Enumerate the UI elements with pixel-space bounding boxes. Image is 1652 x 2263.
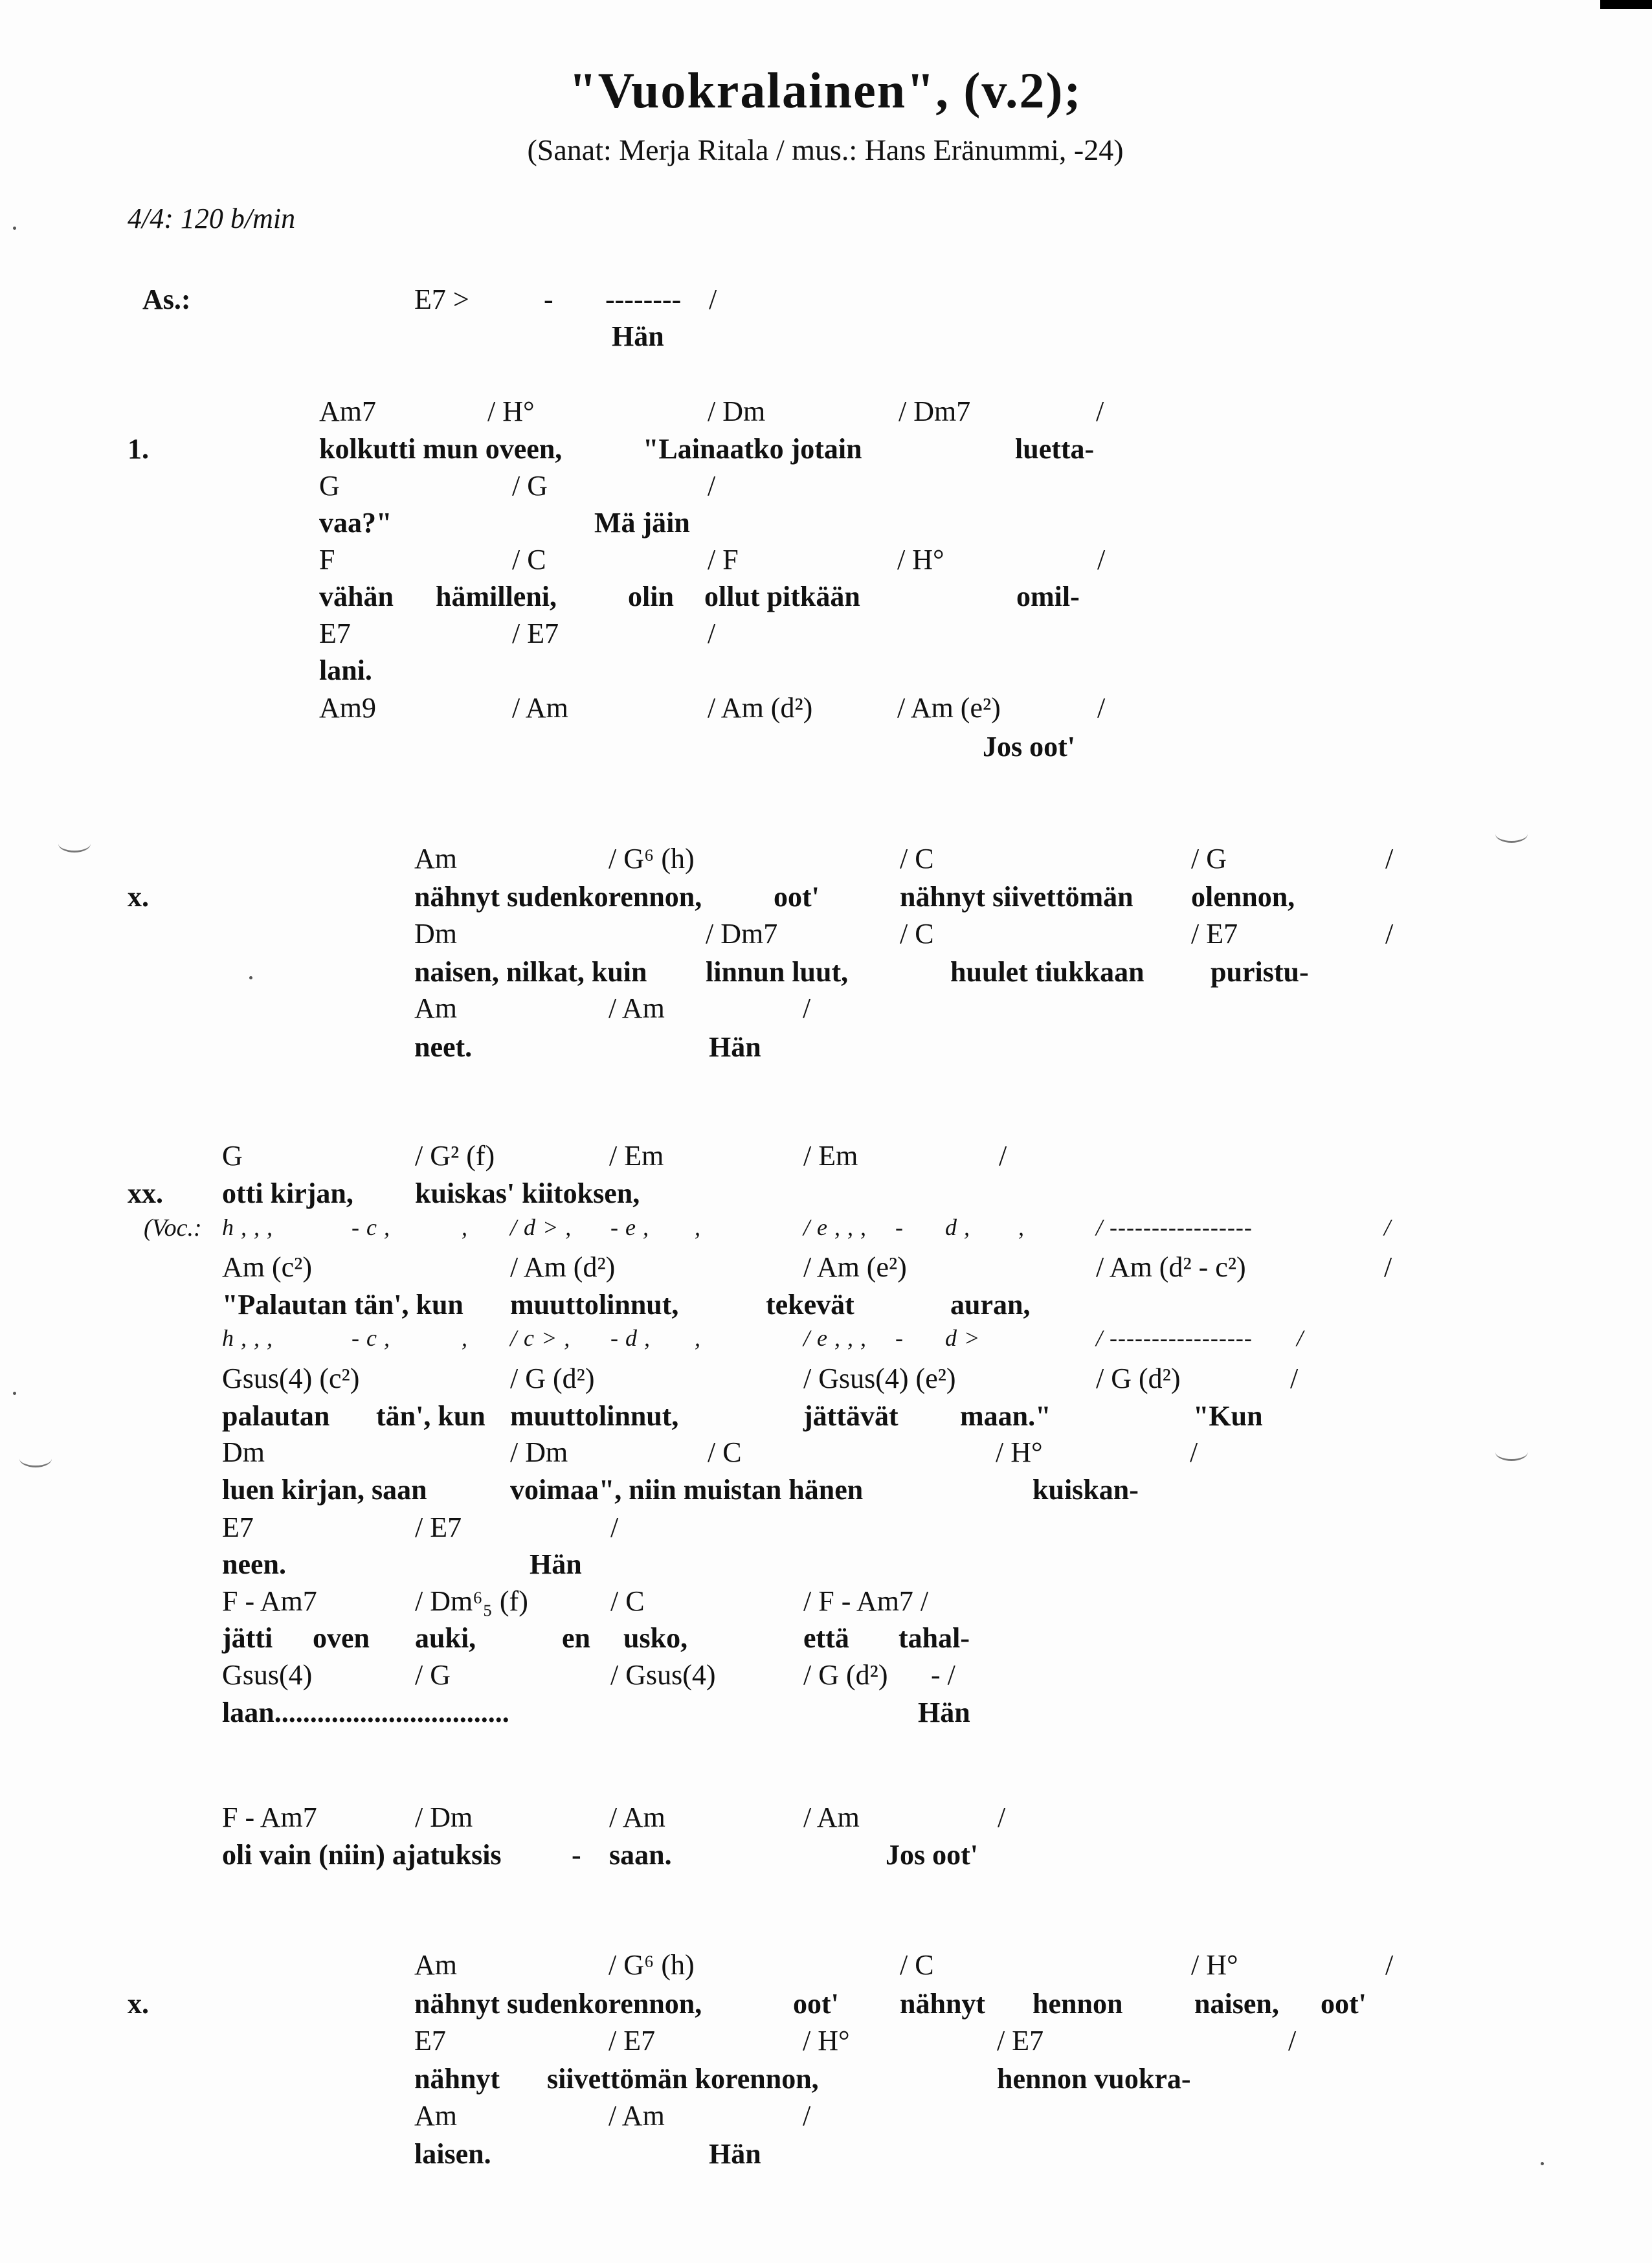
- chord: /: [1384, 1251, 1392, 1283]
- chord: Gsus(4): [222, 1659, 313, 1691]
- chord: / E7: [608, 2025, 656, 2057]
- lyric-text: otti kirjan,: [222, 1177, 353, 1209]
- song-title: "Vuokralainen", (v.2);: [568, 62, 1082, 118]
- lyric-text: jätti: [222, 1622, 273, 1654]
- chord: / Am: [609, 1801, 665, 1833]
- lyric-text: nähnyt sudenkorennon,: [414, 1988, 702, 2020]
- lyric-text: kuiskan-: [1032, 1474, 1139, 1506]
- lyric-text: vaa?": [319, 507, 392, 539]
- lyric-text: kolkutti mun oveen,: [319, 433, 563, 465]
- chord: /: [803, 2100, 811, 2132]
- lyric-text: tahal-: [899, 1622, 970, 1654]
- melody-note: - c ,: [352, 1325, 390, 1351]
- lyric-text: neen.: [222, 1548, 286, 1580]
- lyric-text: naisen,: [1194, 1988, 1279, 2020]
- chord: / C: [900, 843, 934, 875]
- scan-mark: [1495, 825, 1528, 843]
- chord: / C: [512, 544, 546, 575]
- chord: /: [708, 618, 716, 649]
- lyric-text: hennon: [1032, 1988, 1123, 2020]
- lyric-text: Hän: [709, 1031, 761, 1063]
- chord: / C: [900, 1949, 934, 1981]
- lyric-text: oot': [774, 881, 820, 913]
- lyric-text: oot': [793, 1988, 839, 2020]
- melody-note: ,: [695, 1214, 701, 1240]
- chord: /: [1385, 843, 1394, 875]
- chord: / Am: [608, 992, 665, 1024]
- chord: F: [319, 544, 335, 575]
- chord: / Dm: [708, 396, 766, 427]
- lyric-text: Mä jäin: [594, 507, 690, 539]
- lyric-text: Hän: [530, 1548, 582, 1580]
- chord: /: [708, 470, 716, 502]
- lyric-text: neet.: [414, 1031, 473, 1063]
- chord: / C: [610, 1585, 645, 1617]
- chord: Am7: [319, 396, 376, 427]
- section-label-chorus-2: x.: [128, 1988, 149, 2020]
- chord: / C: [900, 918, 934, 950]
- chord: / H°: [996, 1436, 1043, 1468]
- lyric-text: hennon vuokra-: [997, 2063, 1191, 2095]
- chord: / H°: [897, 544, 944, 575]
- lyric-text: "Lainaatko jotain: [643, 433, 862, 465]
- chord: Am: [414, 1949, 457, 1981]
- chord: Am: [414, 2100, 457, 2132]
- melody-note: d >: [945, 1325, 981, 1351]
- chord: / E7: [415, 1511, 462, 1543]
- melody-note: / e , , ,: [803, 1325, 867, 1351]
- chord: E7: [319, 618, 351, 649]
- melody-note: - d ,: [610, 1325, 651, 1351]
- chord: / Gsus(4): [610, 1659, 716, 1691]
- chord: / Am (d²): [510, 1251, 616, 1283]
- melody-note: -: [895, 1325, 904, 1351]
- lyric-text: laan.................................: [222, 1697, 509, 1728]
- scan-edge-mark: [1600, 0, 1652, 9]
- chord: E7: [414, 2025, 446, 2057]
- chord: / G (d²): [510, 1363, 595, 1394]
- lyric-text: oven: [313, 1622, 370, 1654]
- lyric-text: omil-: [1016, 581, 1080, 612]
- melody-note: / -----------------: [1096, 1325, 1253, 1351]
- lyric-text: -: [572, 1839, 581, 1871]
- chord: / Am (d² - c²): [1096, 1251, 1246, 1283]
- chord: /: [803, 992, 811, 1024]
- melody-note: / c > ,: [510, 1325, 571, 1351]
- lyric-text: nähnyt: [900, 1988, 986, 2020]
- melody-note: - c ,: [352, 1214, 390, 1240]
- chord: / Dm: [415, 1801, 473, 1833]
- melody-note: ,: [1018, 1214, 1025, 1240]
- lyric-text: siivettömän korennon,: [547, 2063, 819, 2095]
- chord: / G (d²): [803, 1659, 888, 1691]
- chord: / G⁶ (h): [608, 843, 695, 875]
- chord: /: [1288, 2025, 1297, 2057]
- chord: Dm: [414, 918, 457, 950]
- section-label-verse-1: 1.: [128, 433, 149, 465]
- lyric-text: olennon,: [1191, 881, 1295, 913]
- tempo-marking: 4/4: 120 b/min: [128, 203, 296, 234]
- scan-speck: [13, 227, 16, 230]
- chord: -: [544, 284, 553, 315]
- melody-note: h , , ,: [222, 1214, 273, 1240]
- chord: / E7: [997, 2025, 1044, 2057]
- melody-note: / d > ,: [510, 1214, 572, 1240]
- chord: / G: [512, 470, 548, 502]
- chord: / Dm: [510, 1436, 568, 1468]
- lyric-text: naisen, nilkat, kuin: [414, 956, 647, 988]
- chord: / F - Am7 /: [803, 1585, 929, 1617]
- lyric-text: tän', kun: [376, 1400, 486, 1432]
- lyric-text: muuttolinnut,: [510, 1289, 679, 1321]
- chord: E7 >: [414, 284, 469, 315]
- chord: / E7: [1191, 918, 1238, 950]
- scan-speck: [13, 1392, 16, 1395]
- melody-note: d ,: [945, 1214, 970, 1240]
- lyric-text: usko,: [623, 1622, 688, 1654]
- lyric-text: saan.: [609, 1839, 672, 1871]
- scan-mark: [19, 1450, 52, 1467]
- lyric-text: en: [562, 1622, 590, 1654]
- chord: Am9: [319, 692, 376, 724]
- melody-note: ,: [695, 1325, 701, 1351]
- lyric-text: tekevät: [766, 1289, 854, 1321]
- chord: /: [1096, 396, 1104, 427]
- chord: /: [1385, 918, 1394, 950]
- lyric-text: oli vain (niin) ajatuksis: [222, 1839, 502, 1871]
- chord: F - Am7: [222, 1585, 317, 1617]
- chord: /: [1097, 692, 1106, 724]
- lyric-text: auki,: [415, 1622, 476, 1654]
- lyric-text: auran,: [950, 1289, 1031, 1321]
- melody-note: /: [1384, 1214, 1392, 1240]
- lyric-text: kuiskas' kiitoksen,: [415, 1177, 640, 1209]
- scan-speck: [1541, 2162, 1544, 2165]
- lyric-text: vähän: [319, 581, 394, 612]
- chord: Gsus(4) (c²): [222, 1363, 360, 1394]
- lyric-text: linnun luut,: [706, 956, 849, 988]
- chord: / Dm⁶₅ (f): [415, 1585, 528, 1617]
- melody-note: ,: [462, 1214, 468, 1240]
- chord: Am: [414, 992, 457, 1024]
- lyric-text: Hän: [709, 2138, 761, 2170]
- lyric-text: oot': [1321, 1988, 1367, 2020]
- chord: / H°: [1191, 1949, 1238, 1981]
- chord: / Em: [803, 1140, 858, 1172]
- chord: / Am (d²): [708, 692, 813, 724]
- lyric-text: puristu-: [1211, 956, 1309, 988]
- chord: /: [1097, 544, 1106, 575]
- scan-mark: [1495, 1444, 1528, 1461]
- chord: / Dm7: [899, 396, 971, 427]
- lyric-text: että: [803, 1622, 849, 1654]
- chord: / G: [1191, 843, 1227, 875]
- chord: / E7: [512, 618, 559, 649]
- chord: Dm: [222, 1436, 265, 1468]
- section-label-chorus: x.: [128, 881, 149, 913]
- lyric-text: lani.: [319, 654, 372, 686]
- lyric-text: huulet tiukkaan: [950, 956, 1144, 988]
- melody-note: / e , , ,: [803, 1214, 867, 1240]
- chord: / G⁶ (h): [608, 1949, 695, 1981]
- lyric-text: "Kun: [1193, 1400, 1263, 1432]
- lyric-text: jättävät: [803, 1400, 899, 1432]
- lyric-text: laisen.: [414, 2138, 491, 2170]
- lyric-text: luetta-: [1015, 433, 1095, 465]
- lyric-text: nähnyt siivettömän: [900, 881, 1133, 913]
- melody-note: - e ,: [610, 1214, 649, 1240]
- melody-note: -: [895, 1214, 904, 1240]
- chord: / Am: [608, 2100, 665, 2132]
- lyric-text: "Palautan tän', kun: [222, 1289, 463, 1321]
- chord: / G² (f): [415, 1140, 495, 1172]
- chord: / Gsus(4) (e²): [803, 1363, 956, 1394]
- chord: / Am: [512, 692, 568, 724]
- chord: / H°: [487, 396, 535, 427]
- chord: /: [1290, 1363, 1299, 1394]
- vocal-line-label: (Voc.:: [144, 1214, 202, 1242]
- section-label-bridge: xx.: [128, 1177, 163, 1209]
- chord: / Am (e²): [803, 1251, 907, 1283]
- chord: /: [1385, 1949, 1394, 1981]
- lyric-text: hämilleni,: [436, 581, 557, 612]
- chord: F - Am7: [222, 1801, 317, 1833]
- section-label-intro: As.:: [142, 284, 191, 315]
- chord: / G: [415, 1659, 451, 1691]
- chord: G: [222, 1140, 243, 1172]
- chord: E7: [222, 1511, 254, 1543]
- lyric-text: nähnyt: [414, 2063, 500, 2095]
- chord: / F: [708, 544, 739, 575]
- chord: / C: [708, 1436, 742, 1468]
- lyric-text: Jos oot': [983, 731, 1075, 763]
- chord: - /: [931, 1659, 955, 1691]
- chord: --------: [605, 284, 682, 315]
- chord: G: [319, 470, 340, 502]
- melody-note: h , , ,: [222, 1325, 273, 1351]
- lyric-text: ollut pitkään: [704, 581, 860, 612]
- chord: / Am: [803, 1801, 860, 1833]
- lyric-text: luen kirjan, saan: [222, 1474, 427, 1506]
- chord: /: [999, 1140, 1007, 1172]
- lyric-text: muuttolinnut,: [510, 1400, 679, 1432]
- scan-speck: [249, 976, 252, 979]
- song-credits: (Sanat: Merja Ritala / mus.: Hans Eränummi, -24): [527, 133, 1124, 166]
- melody-note: / -----------------: [1096, 1214, 1253, 1240]
- lyric-text: Jos oot': [886, 1839, 978, 1871]
- lyric-text: palautan: [222, 1400, 330, 1432]
- lyric-text: Hän: [918, 1697, 970, 1728]
- lyric-text: olin: [628, 581, 674, 612]
- chord: / H°: [803, 2025, 850, 2057]
- chord: /: [998, 1801, 1006, 1833]
- chord: / Em: [609, 1140, 664, 1172]
- chord: Am (c²): [222, 1251, 313, 1283]
- lyric-text: maan.": [960, 1400, 1051, 1432]
- chord: /: [1190, 1436, 1198, 1468]
- lyric-text: Hän: [612, 320, 664, 352]
- chord: / Am (e²): [897, 692, 1001, 724]
- chord: / Dm7: [706, 918, 778, 950]
- chord: Am: [414, 843, 457, 875]
- lyric-text: nähnyt sudenkorennon,: [414, 881, 702, 913]
- lyric-text: voimaa", niin muistan hänen: [510, 1474, 864, 1506]
- melody-note: ,: [462, 1325, 468, 1351]
- chord: /: [709, 284, 717, 315]
- chord: /: [610, 1511, 619, 1543]
- chord: / G (d²): [1096, 1363, 1181, 1394]
- melody-note: /: [1297, 1325, 1304, 1351]
- scan-mark: [58, 835, 91, 853]
